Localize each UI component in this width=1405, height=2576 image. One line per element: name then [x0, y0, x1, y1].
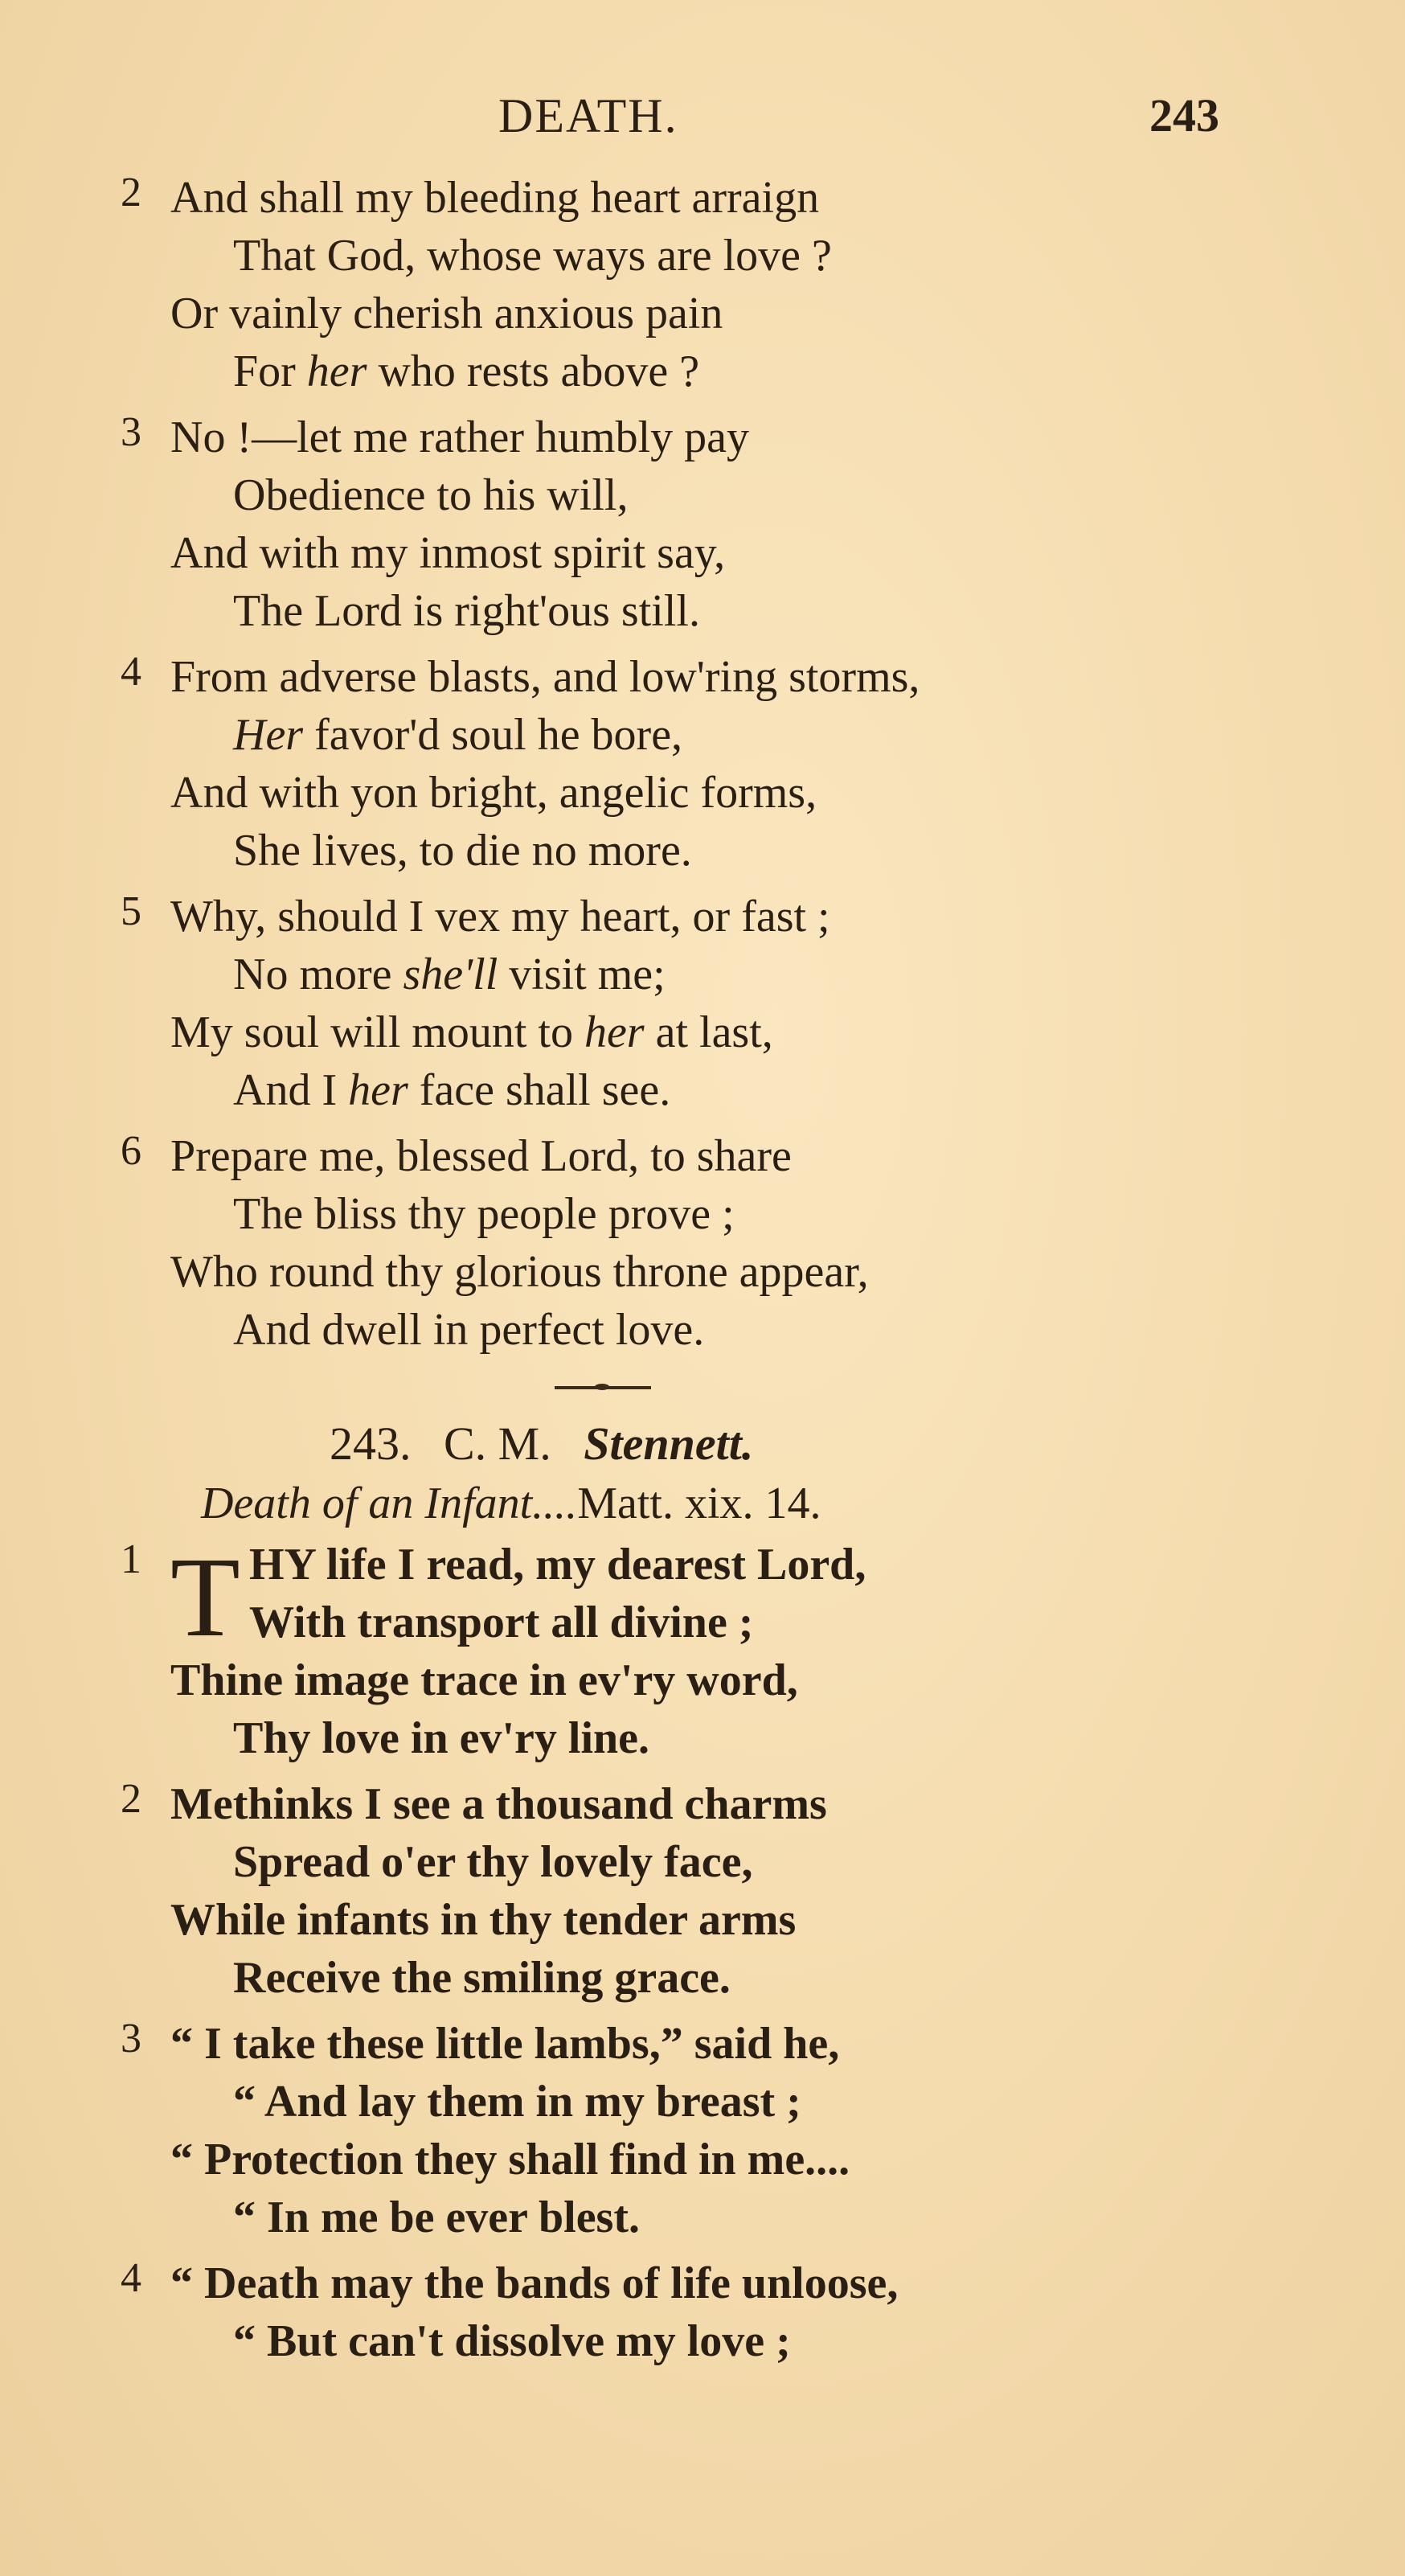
section-divider — [555, 1386, 651, 1389]
verse-line: She lives, to die no more. — [233, 826, 692, 876]
stanza — [121, 1127, 1342, 1359]
verse-line: Thine image trace in ev'ry word, — [170, 1655, 798, 1705]
stanza — [121, 648, 1342, 880]
hymn-subtitle — [201, 1478, 821, 1529]
stanza-number: 5 — [121, 888, 141, 934]
verse-line: “ Death may the bands of life unloose, — [170, 2258, 899, 2308]
hymn-topic: Death of an Infant.... — [201, 1479, 578, 1528]
hymn-heading — [330, 1417, 774, 1471]
stanza — [121, 1775, 1342, 2007]
verse-line: Or vainly cherish anxious pain — [170, 289, 723, 338]
stanza-number: 6 — [121, 1128, 141, 1174]
verse-line: Why, should I vex my heart, or fast ; — [170, 892, 830, 941]
stanza-number: 1 — [121, 1536, 141, 1582]
drop-cap: T — [170, 1533, 240, 1660]
verse-line: The bliss thy people prove ; — [233, 1189, 735, 1239]
verse-line: Thy love in ev'ry line. — [233, 1713, 649, 1763]
verse-line: From adverse blasts, and low'ring storms, — [170, 652, 920, 702]
verse-line: For her who rests above ? — [233, 347, 700, 396]
verse-line: While infants in thy tender arms — [170, 1895, 797, 1945]
verse-line: Who round thy glorious throne appear, — [170, 1247, 869, 1297]
stanza — [121, 1533, 1342, 1767]
stanza-number: 2 — [121, 1776, 141, 1822]
stanza — [121, 169, 1342, 400]
verse-line: Prepare me, blessed Lord, to share — [170, 1131, 792, 1181]
running-head: DEATH. — [498, 89, 678, 142]
stanza-number: 4 — [121, 649, 141, 695]
verse-line: Methinks I see a thousand charms — [170, 1779, 827, 1829]
hymn-number: 243. — [330, 1417, 412, 1470]
verse-line: And I her face shall see. — [233, 1065, 671, 1115]
verse-line: Obedience to his will, — [233, 470, 629, 520]
stanza-number: 3 — [121, 2016, 141, 2061]
verse-line: And dwell in perfect love. — [233, 1305, 705, 1355]
verse-line: No !—let me rather humbly pay — [170, 412, 750, 462]
stanza — [121, 2254, 1342, 2370]
stanza-number: 2 — [121, 170, 141, 215]
verse-line: And with my inmost spirit say, — [170, 528, 726, 578]
verse-line: No more she'll visit me; — [233, 950, 666, 999]
verse-line: That God, whose ways are love ? — [233, 231, 832, 281]
verse-line: Receive the smiling grace. — [233, 1953, 731, 2003]
verse-line: And shall my bleeding heart arraign — [170, 173, 820, 223]
verse-line: And with yon bright, angelic forms, — [170, 768, 817, 818]
page-header — [0, 88, 1405, 153]
page-number: 243 — [1149, 89, 1219, 142]
stanza — [121, 888, 1342, 1119]
verse-line: Spread o'er thy lovely face, — [233, 1837, 753, 1887]
verse-line: HY life I read, my dearest Lord, — [249, 1540, 866, 1589]
verse-line: “ I take these little lambs,” said he, — [170, 2019, 840, 2069]
verse-line: The Lord is right'ous still. — [233, 586, 700, 636]
hymn-author: Stennett. — [584, 1417, 754, 1470]
verse-line: “ In me be ever blest. — [233, 2192, 640, 2242]
stanza — [121, 408, 1342, 640]
stanza-number: 4 — [121, 2255, 141, 2301]
verse-line: My soul will mount to her at last, — [170, 1007, 773, 1057]
verse-line: Her favor'd soul he bore, — [233, 710, 683, 760]
verse-line: With transport all divine ; — [249, 1598, 754, 1647]
scripture-reference: Matt. xix. 14. — [577, 1479, 821, 1528]
verse-line: “ But can't dissolve my love ; — [233, 2316, 791, 2366]
verse-line: “ Protection they shall find in me.... — [170, 2135, 850, 2184]
stanza — [121, 2015, 1342, 2246]
verse-line: “ And lay them in my breast ; — [233, 2077, 801, 2127]
hymn-meter: C. M. — [444, 1417, 551, 1470]
stanza-number: 3 — [121, 409, 141, 455]
